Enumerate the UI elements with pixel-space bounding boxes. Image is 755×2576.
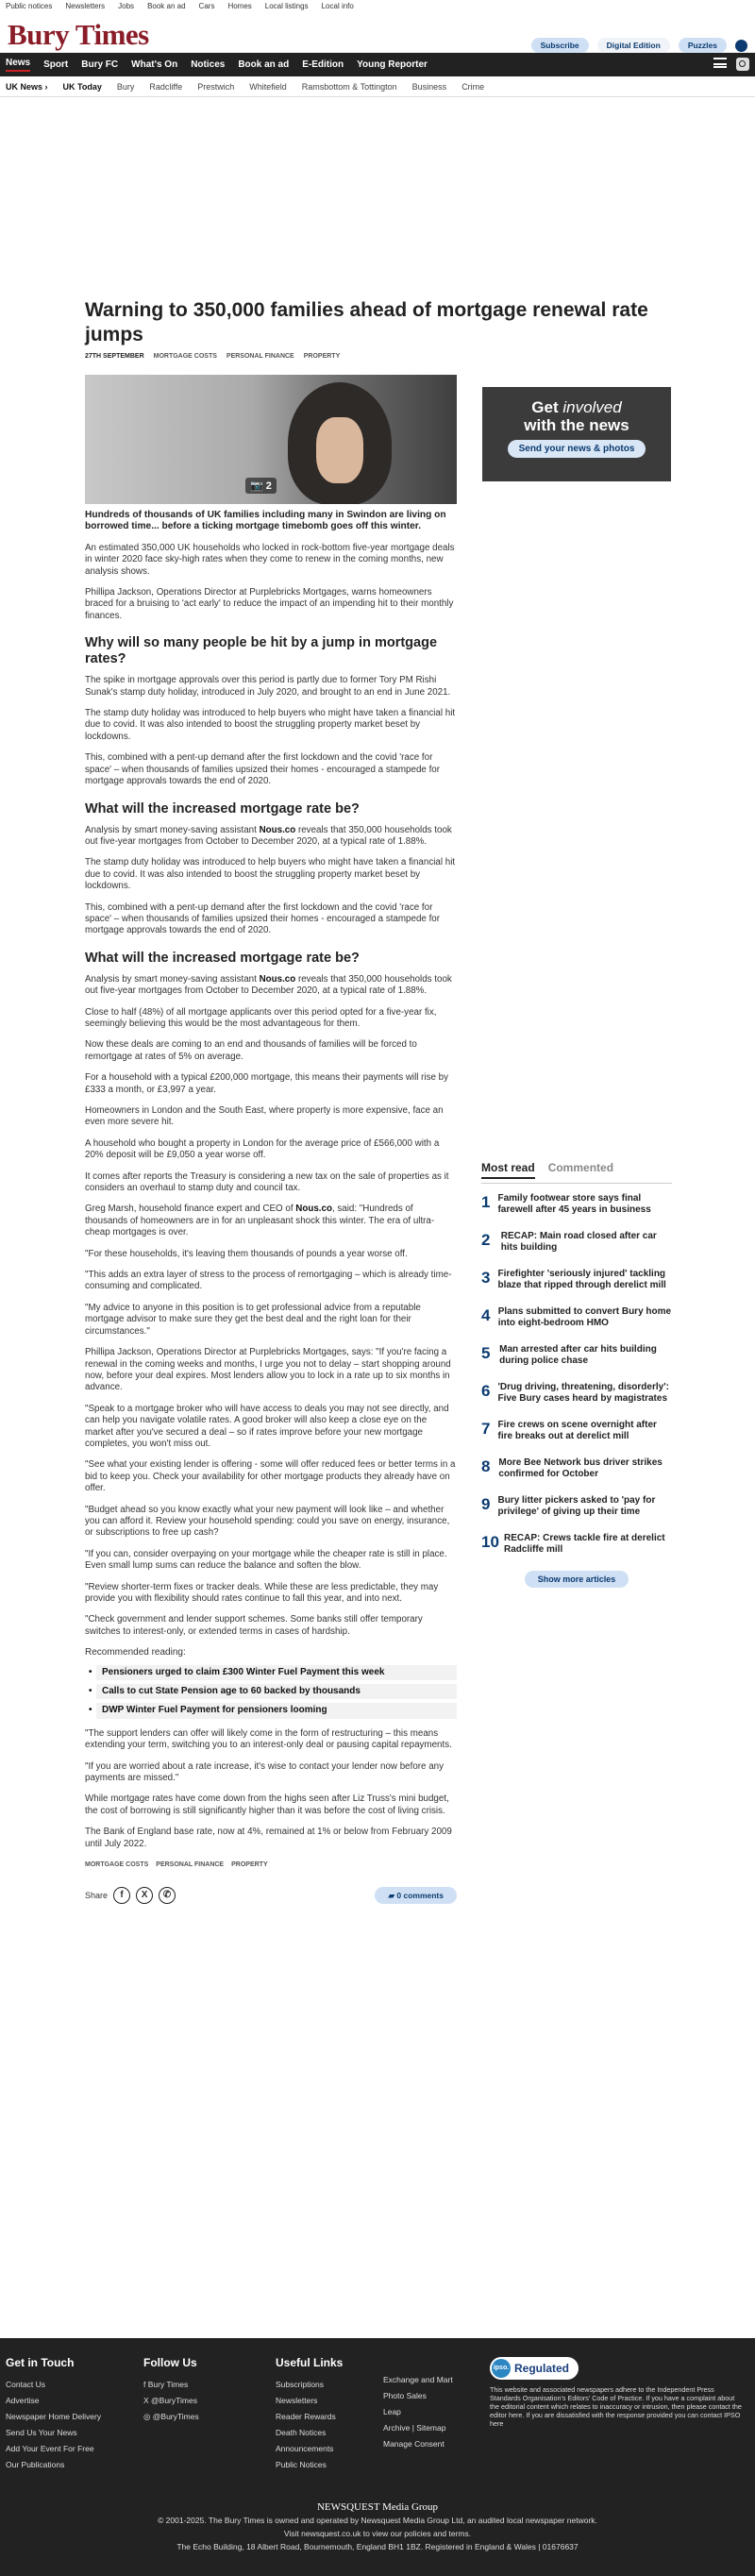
footer-link[interactable]: Newsletters (276, 2396, 318, 2405)
paragraph: "This adds an extra layer of stress to the process of remortgaging – which is already time-consuming and complicated. (85, 1270, 452, 1292)
cta-subtitle: with the news (524, 416, 629, 434)
instagram-icon: ◎ (143, 2412, 153, 2421)
headline[interactable]: Family footwear store says final farewell after 45 years in business (497, 1193, 651, 1215)
facebook-icon[interactable]: f (113, 1887, 130, 1904)
nav-bury-fc[interactable]: Bury FC (81, 59, 119, 70)
rank: 1 (481, 1193, 491, 1211)
camera-icon: 📷 (250, 480, 263, 492)
show-more-button[interactable]: Show more articles (525, 1571, 629, 1588)
x-icon: X (143, 2396, 152, 2405)
footer-bottom (0, 2500, 755, 2553)
share-bar (85, 1887, 457, 1904)
footer-link[interactable]: Add Your Event For Free (6, 2444, 94, 2453)
footer-follow-us (143, 2355, 199, 2425)
most-read-item[interactable] (481, 1457, 672, 1486)
paragraph: "Budget ahead so you know exactly what your new payment will look like – and whether you can afford it. Review your household spending: could you save on energy, insurance, or subscriptions to free up cash? (85, 1504, 450, 1539)
nous-link[interactable]: Nous.co (259, 973, 296, 985)
comment-icon: ▰ (388, 1890, 395, 1900)
headline[interactable]: RECAP: Crews tackle fire at derelict Radcliffe mill (504, 1533, 665, 1555)
section-heading: Why will so many people be hit by a jump in mortgage rates? (85, 635, 438, 667)
paragraph (85, 974, 457, 998)
most-read-item[interactable] (481, 1344, 672, 1372)
headline[interactable]: RECAP: Main road closed after car hits building (500, 1231, 657, 1253)
section-heading: What will the increased mortgage rate be? (85, 800, 360, 817)
share-label: Share (85, 1890, 109, 1900)
rank: 2 (481, 1231, 491, 1249)
ipso-block (490, 2357, 745, 2428)
paragraph: "If you are worried about a rate increase, it's wise to contact your lender now before any payments are missed." (85, 1760, 445, 1784)
paragraph: The Bank of England base rate, now at 4%, remained at 1% or below from February 2009 until July 2022. (85, 1827, 452, 1849)
section-heading: What will the increased mortgage rate be? (85, 950, 360, 966)
nous-link[interactable]: Nous.co (259, 824, 296, 835)
footer-link[interactable]: Archive | Sitemap (383, 2423, 446, 2433)
subnav-radcliffe[interactable]: Radcliffe (149, 81, 183, 92)
paragraph: This, combined with a pent-up demand after the first lockdown and the covid 'race for space' – when thousands of families upsized their homes - encouraged a stampede for mortgage approvals towards the end of 2020. (85, 901, 441, 936)
cta-title: Get (531, 398, 563, 416)
headline[interactable]: Bury litter pickers asked to 'pay for privilege' of giving up their time (497, 1495, 656, 1517)
site-logo[interactable]: Bury Times (8, 18, 149, 51)
footer-link[interactable]: Contact Us (6, 2380, 46, 2389)
subnav-business[interactable]: Business (411, 81, 447, 92)
subnav-uk-news[interactable]: UK News › (6, 81, 48, 92)
cta-title-italic: involved (562, 398, 622, 416)
text: reveals that 350,000 households took out five-year mortgages from October to December 2020, at a typical rate of 1.88%. (85, 824, 452, 847)
article-lead: Hundreds of thousands of UK families including many in Swindon are living on borrowed time... before a ticking mortgage timebomb goes off this winter. (85, 510, 446, 532)
text: , said: "Hundreds of thousands of homeowners are in for an unpleasant shock this winter. The era of ultra-cheap mortgages is over. (85, 1204, 435, 1238)
most-read-item[interactable] (481, 1193, 672, 1221)
whatsapp-icon[interactable]: ✆ (159, 1887, 176, 1904)
footer-link[interactable]: Announcements (276, 2444, 334, 2453)
digital-edition-button[interactable]: Digital Edition (597, 38, 670, 53)
most-read-item[interactable] (481, 1420, 672, 1448)
paragraph: For a household with a typical £200,000 mortgage, this means their payments will rise by £333 a month, or £3,997 a year. (85, 1072, 448, 1095)
nous-link[interactable]: Nous.co (295, 1204, 332, 1215)
policies-line: Visit newsquest.co.uk to view our policies and terms. (283, 2529, 472, 2538)
nav-book-an-ad[interactable]: Book an ad (238, 59, 290, 70)
ipso-logo: ipso. (492, 2359, 511, 2378)
rank: 8 (481, 1457, 491, 1475)
subnav-bury[interactable]: Bury (116, 81, 135, 92)
tag-link[interactable]: PROPERTY (231, 1861, 268, 1869)
rank: 5 (481, 1344, 491, 1362)
rank: 4 (481, 1306, 491, 1324)
puzzles-button[interactable]: Puzzles (679, 38, 727, 53)
paragraph: The spike in mortgage approvals over this period is partly due to former Tory PM Rishi Sunak's stamp duty holiday, introduced in July 2020, and brought to an end in June 2021. (85, 675, 451, 698)
paragraph: Close to half (48%) of all mortgage applicants over this period opted for a five-year fix, seemingly believing this would be the most advantageous for them. (85, 1006, 437, 1029)
subnav-uk-today[interactable]: UK Today (62, 81, 102, 92)
menu-icon[interactable] (713, 58, 727, 68)
subnav-ramsbottom[interactable]: Ramsbottom & Tottington (301, 81, 397, 92)
paragraph: Homeowners in London and the South East, where property is more expensive, face an even more severe hit. (85, 1105, 444, 1128)
paragraph: The stamp duty holiday was introduced to help buyers who might have taken a financial hit due to covid. It was also intended to boost the struggling property market beset by lockdowns. (85, 857, 456, 892)
main-nav (0, 53, 755, 76)
paragraph: "The support lenders can offer will likely come in the form of restructuring – this means extending your term, switching you to an interest-only deal or pausing capital repayments. (85, 1727, 452, 1751)
user-account-icon[interactable] (735, 40, 747, 52)
nav-notices[interactable]: Notices (191, 59, 226, 70)
paragraph: A household who bought a property in London for the average price of £566,000 with a 20% deposit will be £9,050 a year worse off. (85, 1137, 440, 1161)
comments-button[interactable] (375, 1887, 457, 1904)
paragraph: "Speak to a mortgage broker who will have access to deals you may not see directly, and can help you navigate volatile rates. A good broker will also keep a close eye on the market after you've secured a deal – so if rates improve before your new mortgage completes, you won't miss out. (85, 1403, 449, 1449)
footer-heading: Useful Links (276, 2356, 344, 2369)
paragraph: "Check government and lender support schemes. Some banks still offer temporary switches to interest-only, or extended terms in cases of hardship. (85, 1614, 423, 1637)
text: Analysis by smart money-saving assistant (85, 973, 260, 985)
headline[interactable]: Plans submitted to convert Bury home into eight-bedroom HMO (497, 1306, 672, 1328)
article-meta (85, 353, 340, 360)
paragraph: Phillipa Jackson, Operations Director at Purplebricks Mortgages, warns homeowners braced for a bruising to 'act early' to reduce the impact of an impending hit to their monthly finances. (85, 587, 454, 621)
recommended-reading (85, 1647, 457, 1719)
footer-social-link[interactable]: @BuryTimes (151, 2396, 197, 2405)
footer-useful-links-2 (383, 2372, 453, 2452)
footer-link[interactable]: Leap (383, 2407, 401, 2416)
recommended-link[interactable]: • Calls to cut State Pension age to 60 backed by thousands (96, 1684, 457, 1699)
rank: 9 (481, 1495, 491, 1513)
facebook-icon: f (143, 2380, 148, 2389)
tag-link[interactable]: MORTGAGE COSTS (85, 1861, 149, 1869)
paragraph: "If you can, consider overpaying on your mortgage while the cheaper rate is still in place. Even small lump sums can reduce the balance and soften the blow. (85, 1548, 447, 1572)
paragraph: "Review shorter-term fixes or tracker deals. While these are less predictable, they may provide you with flexibility should rates continue to fall this year, and into next. (85, 1581, 439, 1604)
footer-link[interactable]: Subscriptions (276, 2380, 325, 2389)
paragraph: "My advice to anyone in this position is to get professional advice from a reputable mortgage advisor to make sure they get the best deal and the right loan for their circumstances." (85, 1302, 421, 1337)
footer-link[interactable]: Public Notices (276, 2460, 327, 2469)
article-headline: Warning to 350,000 families ahead of mortgage renewal rate jumps (85, 299, 648, 345)
ipso-text: This website and associated newspapers adhere to the Independent Press Standards Organisation's Editors' Code of Practice. If you have a complaint about the editorial content which relates to inaccuracy or intrusion, then please contact the editor here. If you are dissatisfied with the response provided you can contact IPSO here (490, 2385, 742, 2428)
recommended-link[interactable]: • DWP Winter Fuel Payment for pensioners looming (96, 1703, 457, 1718)
subnav-whitefield[interactable]: Whitefield (249, 81, 287, 92)
send-news-button[interactable]: Send your news & photos (508, 440, 646, 458)
hero-image[interactable] (85, 375, 457, 504)
util-link-cars[interactable]: Cars (198, 2, 215, 10)
copyright: © 2001-2025. The Bury Times is owned and operated by Newsquest Media Group Ltd, an audited local newspaper network. (158, 2516, 597, 2525)
subnav-crime[interactable]: Crime (461, 81, 485, 92)
most-read-item[interactable] (481, 1269, 672, 1297)
rank: 3 (481, 1269, 491, 1287)
text: reveals that 350,000 households took out five-year mortgages from October to December 2020, at a typical rate of 1.88%. (85, 973, 452, 997)
tab-most-read[interactable]: Most read (481, 1161, 535, 1179)
util-link-newsletters[interactable]: Newsletters (65, 2, 106, 10)
most-read-item[interactable] (481, 1231, 672, 1259)
ipso-badge-label: Regulated (514, 2362, 570, 2375)
headline[interactable]: 'Drug driving, threatening, disorderly': Five Bury cases heard by magistrates (497, 1382, 669, 1404)
util-link-public-notices[interactable]: Public notices (6, 2, 53, 10)
footer-link[interactable]: Advertise (6, 2396, 40, 2405)
paragraph: An estimated 350,000 UK households who locked in rock-bottom five-year mortgage deals in winter 2020 face sky-high rates when they come to renew in the coming months, new analysis shows. (85, 542, 455, 577)
most-read-item[interactable] (481, 1382, 672, 1410)
paragraph: Now these deals are coming to an end and thousands of families will be forced to remortgage at rates of 5% on average. (85, 1039, 417, 1062)
util-link-local-info[interactable]: Local info (321, 2, 354, 10)
paragraph: "See what your existing lender is offering - some will offer reduced fees or better terms in a bid to keep you. Check your availability for other mortgage products they already have on offer. (85, 1459, 456, 1494)
paragraph: It comes after reports the Treasury is considering a new tax on the sale of properties as it considers an overhaul to stamp duty and council tax. (85, 1170, 449, 1194)
x-icon[interactable]: X (136, 1887, 153, 1904)
site-footer (0, 2338, 755, 2576)
paragraph: This, combined with a pent-up demand after the first lockdown and the covid 'race for space' – when thousands of families upsized their homes - encouraged a stampede for mortgage approvals towards the end of 2020. (85, 752, 441, 787)
get-involved-panel (482, 387, 671, 481)
recommended-title: Recommended reading: (85, 1647, 186, 1658)
gallery-badge[interactable] (245, 478, 277, 494)
comments-count: 0 comments (396, 1890, 444, 1900)
tag-link[interactable]: PERSONAL FINANCE (226, 353, 294, 360)
footer-social-link[interactable]: @BuryTimes (152, 2412, 199, 2421)
tag-link[interactable]: PERSONAL FINANCE (156, 1861, 225, 1869)
paragraph: Phillipa Jackson, Operations Director at Purplebricks Mortgages, says: "If you're facing a renewal in the coming weeks and months, I urge you not to delay – start shopping around now, before your deal expires. Most lenders allow you to lock in a rate up to six months in advance. (85, 1347, 451, 1393)
tab-commented[interactable]: Commented (547, 1161, 614, 1174)
paragraph (85, 825, 457, 849)
text: Greg Marsh, household finance expert and CEO of (85, 1204, 296, 1215)
text: Analysis by smart money-saving assistant (85, 824, 260, 835)
footer-link[interactable]: Send Us Your News (6, 2428, 77, 2437)
recommended-link[interactable]: • Pensioners urged to claim £300 Winter Fuel Payment this week (96, 1665, 457, 1680)
footer-useful-links (276, 2355, 343, 2473)
footer-link[interactable]: Manage Consent (383, 2439, 445, 2449)
newsquest-logo: NEWSQUEST Media Group (316, 2501, 439, 2513)
search-icon[interactable] (736, 58, 749, 71)
rank: 7 (481, 1420, 491, 1438)
tag-link[interactable]: PROPERTY (303, 353, 341, 360)
sub-nav (0, 76, 755, 97)
hero-hand (316, 417, 363, 483)
paragraph (85, 1204, 457, 1238)
headline[interactable]: More Bee Network bus driver strikes confirmed for October (498, 1457, 663, 1479)
photo-count: 2 (265, 480, 272, 492)
footer-link[interactable]: Our Publications (6, 2460, 65, 2469)
most-read-item[interactable] (481, 1306, 672, 1335)
footer-link[interactable]: Newspaper Home Delivery (6, 2412, 102, 2421)
footer-social-link[interactable]: Bury Times (147, 2380, 189, 2389)
article-date: 27TH SEPTEMBER (85, 353, 144, 360)
most-read-item[interactable] (481, 1495, 672, 1524)
nav-sport[interactable]: Sport (43, 59, 69, 70)
headline[interactable]: Fire crews on scene overnight after fire breaks out at derelict mill (497, 1420, 657, 1441)
article-tags (85, 1860, 457, 1871)
rank: 10 (481, 1533, 499, 1551)
util-link-jobs[interactable]: Jobs (118, 2, 135, 10)
util-link-book-an-ad[interactable]: Book an ad (147, 2, 186, 10)
utility-nav (0, 0, 755, 13)
footer-link[interactable]: Photo Sales (383, 2391, 427, 2400)
subscribe-button[interactable]: Subscribe (531, 38, 589, 53)
article-body (85, 510, 457, 1904)
footer-get-in-touch (6, 2355, 101, 2473)
headline[interactable]: Man arrested after car hits building during police chase (499, 1344, 657, 1366)
subnav-prestwich[interactable]: Prestwich (197, 81, 235, 92)
nav-news[interactable]: News (6, 58, 30, 72)
most-read-item[interactable] (481, 1533, 672, 1561)
paragraph: The stamp duty holiday was introduced to help buyers who might have taken a financial hit due to covid. It was also intended to boost the struggling property market beset by lockdowns. (85, 708, 456, 742)
footer-link[interactable]: Exchange and Mart (383, 2375, 453, 2384)
footer-link[interactable]: Reader Rewards (276, 2412, 336, 2421)
util-link-local-listings[interactable]: Local listings (264, 2, 309, 10)
footer-heading: Follow Us (143, 2356, 197, 2369)
util-link-homes[interactable]: Homes (227, 2, 252, 10)
ipso-regulated-badge[interactable] (490, 2357, 579, 2380)
headline[interactable]: Firefighter 'seriously injured' tackling blaze that ripped through derelict mill (497, 1269, 666, 1290)
footer-heading: Get in Touch (6, 2356, 75, 2369)
nav-whats-on[interactable]: What's On (131, 59, 178, 70)
tag-link[interactable]: MORTGAGE COSTS (153, 353, 217, 360)
nav-young-reporter[interactable]: Young Reporter (357, 59, 428, 70)
rank: 6 (481, 1382, 491, 1400)
brand-bar (0, 13, 755, 53)
paragraph: "For these households, it's leaving them thousands of pounds a year worse off. (85, 1248, 408, 1259)
footer-link[interactable]: Death Notices (276, 2428, 327, 2437)
address: The Echo Building, 18 Albert Road, Bournemouth, England BH1 1BZ. Registered in England & Wales | 01676637 (176, 2542, 579, 2551)
nav-e-edition[interactable]: E-Edition (302, 59, 344, 70)
most-read-panel (481, 1161, 672, 1588)
paragraph: While mortgage rates have come down from the highs seen after Liz Truss's mini budget, the cost of borrowing is still significantly higher than it was before the cost of living crisis. (85, 1793, 449, 1816)
